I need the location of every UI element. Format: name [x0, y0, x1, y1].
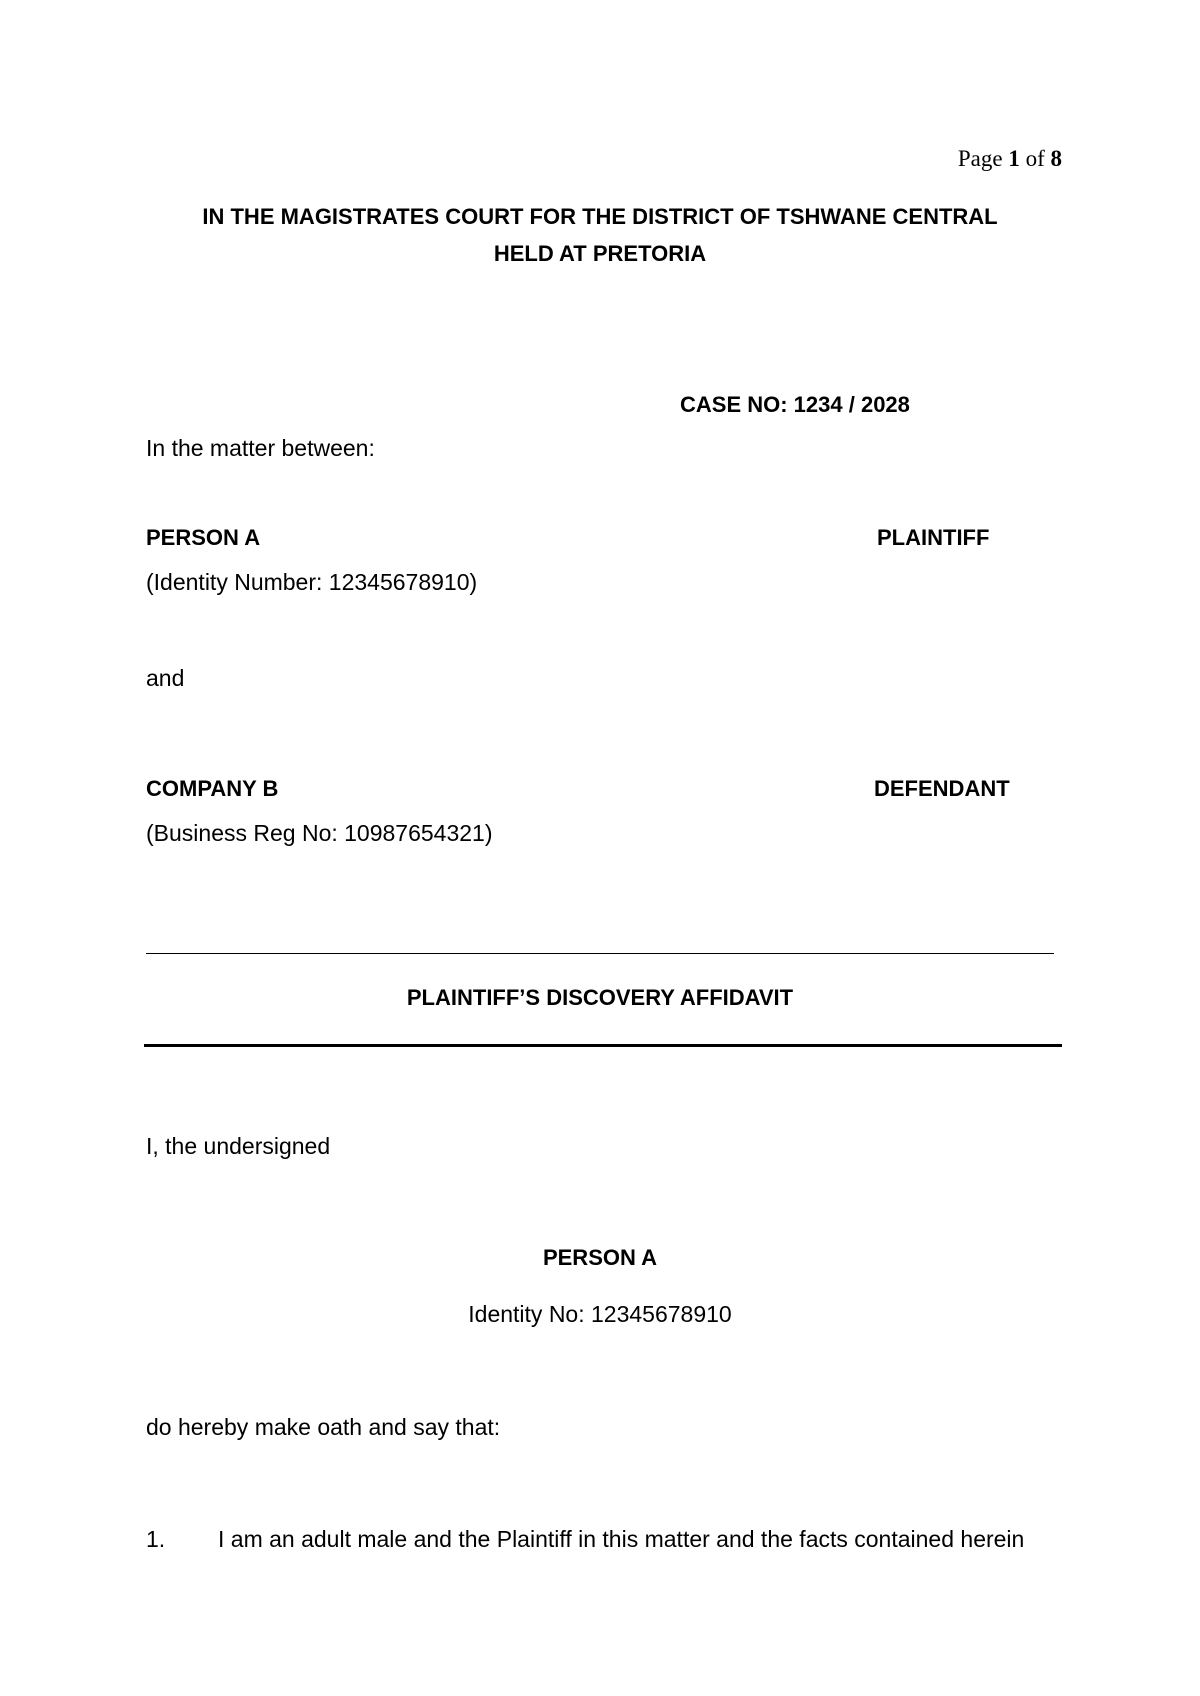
parties-conjunction: and — [146, 665, 185, 691]
document-title: PLAINTIFF’S DISCOVERY AFFIDAVIT — [406, 985, 794, 1010]
case-number: CASE NO: 1234 / 2028 — [680, 392, 910, 417]
court-title-line-2: HELD AT PRETORIA — [493, 241, 707, 266]
deponent-identity-number: Identity No: 12345678910 — [468, 1301, 732, 1327]
plaintiff-role: PLAINTIFF — [877, 525, 990, 550]
matter-between-label: In the matter between: — [146, 435, 375, 461]
page-label: Page — [957, 146, 1003, 171]
page-number — [958, 146, 1062, 172]
court-title-line-1: IN THE MAGISTRATES COURT FOR THE DISTRICT OF TSHWANE CENTRAL — [202, 204, 998, 229]
defendant-role: DEFENDANT — [874, 776, 1010, 801]
deponent-name: PERSON A — [542, 1245, 658, 1270]
undersigned-statement: I, the undersigned — [146, 1133, 331, 1159]
plaintiff-identity-number: (Identity Number: 12345678910) — [146, 569, 478, 595]
page-total: 8 — [1050, 146, 1062, 171]
defendant-name: COMPANY B — [146, 776, 279, 801]
page-current: 1 — [1008, 146, 1020, 171]
oath-intro: do hereby make oath and say that: — [146, 1414, 501, 1440]
page-of: of — [1025, 146, 1045, 171]
title-top-rule — [146, 953, 1054, 954]
title-bottom-rule — [144, 1044, 1062, 1047]
plaintiff-name: PERSON A — [146, 525, 261, 550]
paragraph-number: 1. — [146, 1526, 166, 1552]
defendant-registration-number: (Business Reg No: 10987654321) — [146, 820, 493, 846]
paragraph-text: I am an adult male and the Plaintiff in this matter and the facts contained herein — [218, 1526, 1025, 1552]
